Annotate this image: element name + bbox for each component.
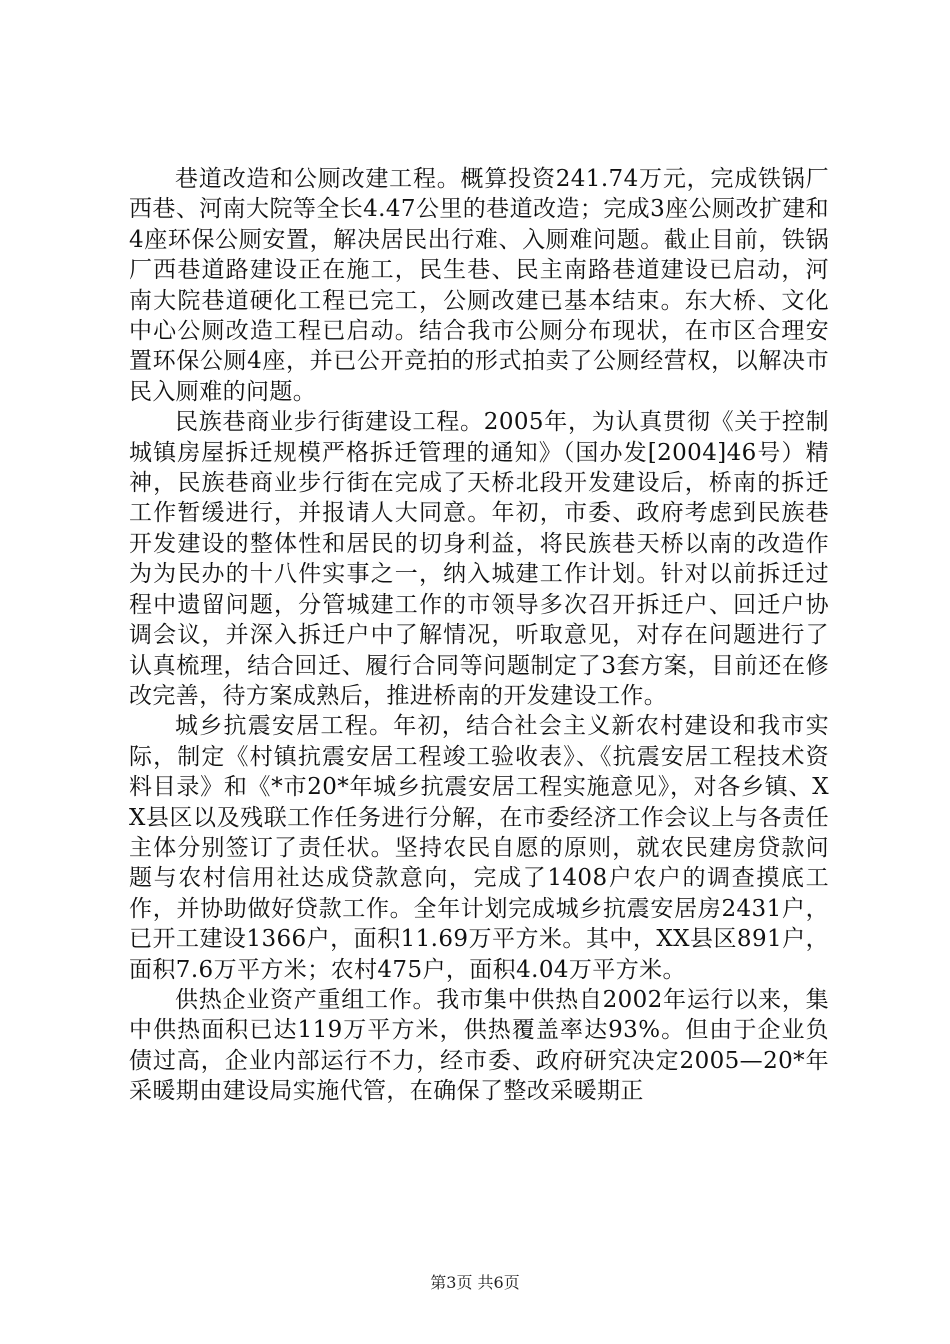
- paragraph-earthquake-housing: 城乡抗震安居工程。年初，结合社会主义新农村建设和我市实际，制定《村镇抗震安居工程竣工验收表》、《抗震安居工程技术资料目录》和《*市20*年城乡抗震安居工程实施意见》，对各乡镇、XX县区以及残联工作任务进行分解，在市委经济工作会议上与各责任主体分别签订了责任状。坚持农民自愿的原则，就农民建房贷款问题与农村信用社达成贷款意向，完成了1408户农户的调查摸底工作，并协助做好贷款工作。全年计划完成城乡抗震安居房2431户，已开工建设1366户，面积11.69万平方米。其中，XX县区891户，面积7.6万平方米；农村475户，面积4.04万平方米。: [129, 713, 829, 983]
- paragraph-heating-reorganization: 供热企业资产重组工作。我市集中供热自2002年运行以来，集中供热面积已达119万平方米，供热覆盖率达93%。但由于企业负债过高，企业内部运行不力，经市委、政府研究决定2005—20*年采暖期由建设局实施代管，在确保了整改采暖期正: [129, 986, 829, 1105]
- paragraph-pedestrian-street: 民族巷商业步行街建设工程。2005年，为认真贯彻《关于控制城镇房屋拆迁规模严格拆迁管理的通知》（国办发[2004]46号）精神，民族巷商业步行街在完成了天桥北段开发建设后，桥南的拆迁工作暂缓进行，并报请人大同意。年初，市委、政府考虑到民族巷开发建设的整体性和居民的切身利益，将民族巷天桥以南的改造作为为民办的十八件实事之一，纳入城建工作计划。针对以前拆迁过程中遗留问题，分管城建工作的市领导多次召开拆迁户、回迁户协调会议，并深入拆迁户中了解情况，听取意见，对存在问题进行了认真梳理，结合回迁、履行合同等问题制定了3套方案，目前还在修改完善，待方案成熟后，推进桥南的开发建设工作。: [129, 409, 829, 709]
- paragraph-lane-renovation: 巷道改造和公厕改建工程。概算投资241.74万元，完成铁锅厂西巷、河南大院等全长4.47公里的巷道改造；完成3座公厕改扩建和4座环保公厕安置，解决居民出行难、入厕难问题。截止目前，铁锅厂西巷道路建设正在施工，民生巷、民主南路巷道建设已启动，河南大院巷道硬化工程已完工，公厕改建已基本结束。东大桥、文化中心公厕改造工程已启动。结合我市公厕分布现状，在市区合理安置环保公厕4座，并已公开竞拍的形式拍卖了公厕经营权，以解决市民入厕难的问题。: [129, 166, 829, 405]
- page-number-footer: 第3页 共6页: [430, 1273, 520, 1292]
- document-body: [129, 164, 829, 1107]
